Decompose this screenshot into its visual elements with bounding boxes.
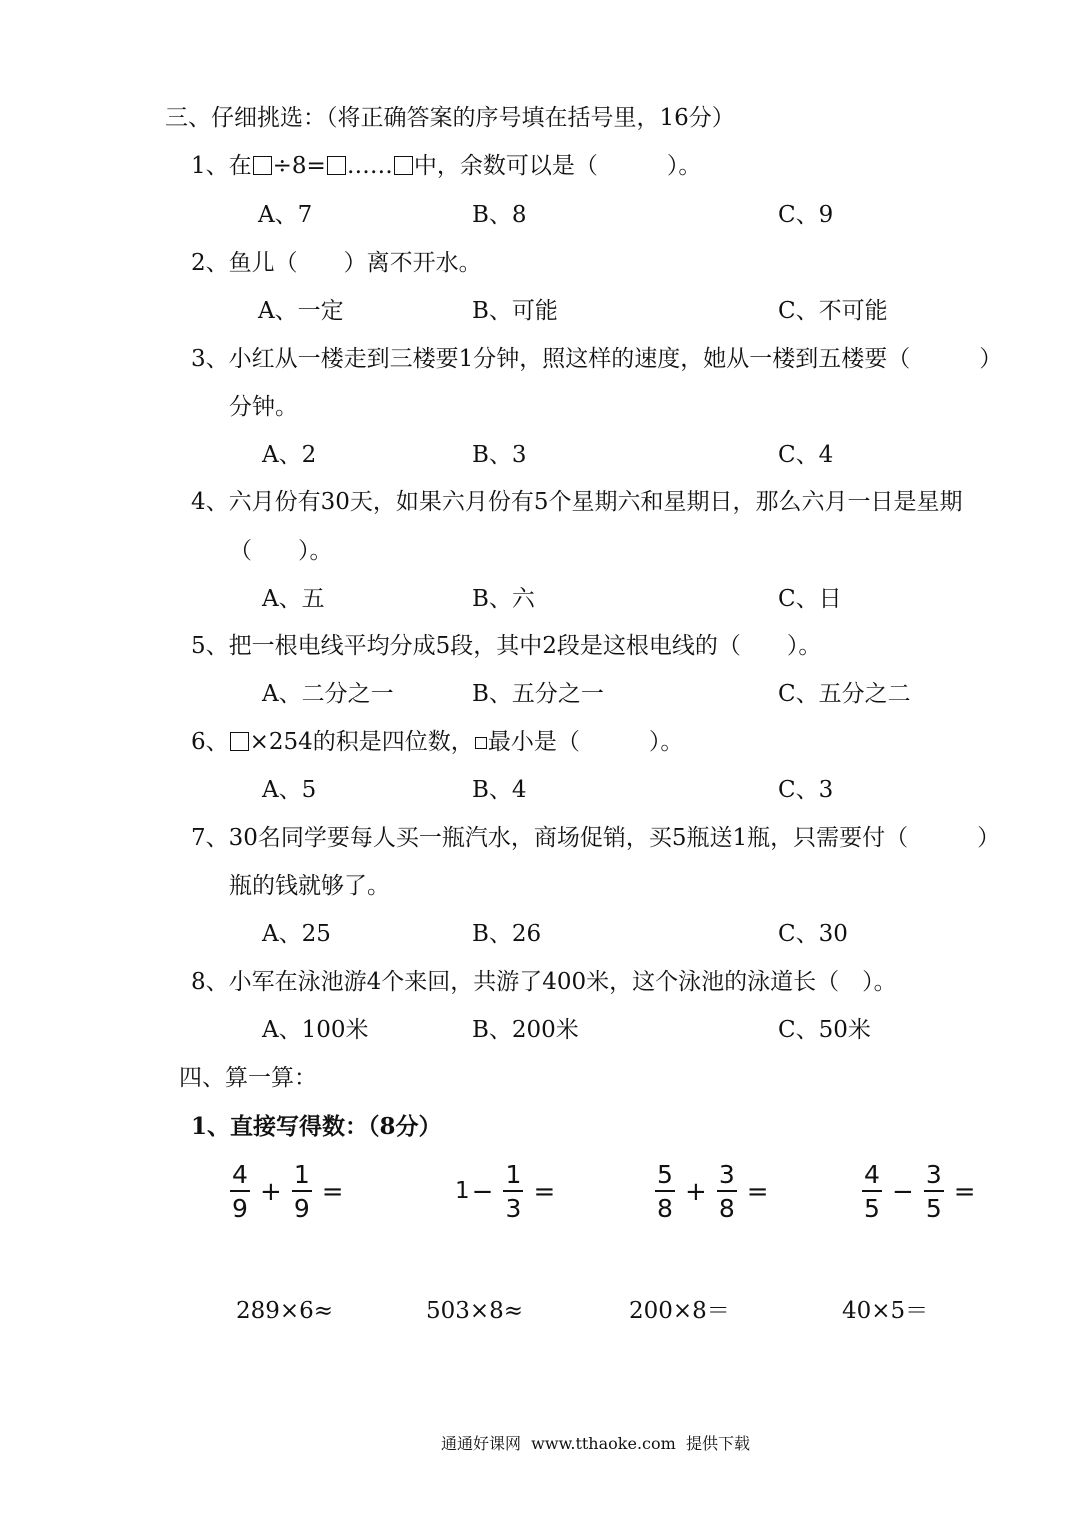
- section3-title: 三、仔细挑选：（将正确答案的序号填在括号里，16分）: [165, 105, 735, 131]
- q3-stem-line2: 分钟。: [229, 394, 298, 420]
- q6-stem: 6、 ×254的积是四位数， 最小是（ ）。: [191, 729, 684, 755]
- fraction: $\frac{3}{8}$: [717, 1162, 737, 1221]
- fraction: $\frac{4}{9}$: [230, 1162, 250, 1221]
- q5-stem: 5、把一根电线平均分成5段，其中2段是这根电线的（ ）。: [191, 633, 822, 659]
- q3-option-b: B、3: [472, 442, 527, 468]
- q4-stem-line2: （ ）。: [229, 538, 333, 564]
- q8-option-a: A、100米: [262, 1017, 369, 1043]
- q7-option-a: A、25: [262, 921, 331, 947]
- q4-option-c: C、日: [778, 586, 842, 612]
- mult-expr-4: 40×5＝: [842, 1298, 929, 1324]
- fraction: $\frac{4}{5}$: [862, 1162, 882, 1221]
- mult-expr-3: 200×8＝: [629, 1298, 730, 1324]
- blank-box: [394, 156, 413, 175]
- q6-option-c: C、3: [778, 777, 834, 803]
- fraction-expr-1: $\frac{4}{9}$ + $\frac{1}{9}$ =: [230, 1162, 354, 1221]
- footer-text: 通通好课网 www.tthaoke.com 提供下载: [441, 1434, 750, 1453]
- fraction-expr-3: $\frac{5}{8}$ + $\frac{3}{8}$ =: [655, 1162, 779, 1221]
- q7-option-b: B、26: [472, 921, 542, 947]
- mult-expr-2: 503×8≈: [426, 1298, 524, 1324]
- q3-stem-line1: 3、小红从一楼走到三楼要1分钟，照这样的速度，她从一楼到五楼要（ ）: [191, 346, 1003, 372]
- section4-sub1: 1、直接写得数：（8分）: [191, 1113, 442, 1140]
- q2-stem: 2、鱼儿（ ）离不开水。: [191, 250, 482, 276]
- q5-option-b: B、五分之一: [472, 681, 604, 707]
- q1-option-c: C、9: [778, 202, 834, 228]
- q6-option-b: B、4: [472, 777, 527, 803]
- q5-option-a: A、二分之一: [262, 681, 394, 707]
- q2-option-c: C、不可能: [778, 298, 888, 324]
- q6-option-a: A、5: [262, 777, 317, 803]
- blank-box: [327, 156, 346, 175]
- q8-option-b: B、200米: [472, 1017, 579, 1043]
- q7-stem-line1: 7、30名同学要每人买一瓶汽水，商场促销，买5瓶送1瓶，只需要付（ ）: [191, 825, 1001, 851]
- q1-option-b: B、8: [472, 202, 527, 228]
- q1-stem: 1、在 ÷8= …… 中，余数可以是（ ）。: [191, 153, 702, 179]
- fraction: $\frac{1}{3}$: [503, 1162, 523, 1221]
- blank-box: [253, 156, 272, 175]
- q2-option-a: A、一定: [258, 298, 344, 324]
- q3-option-a: A、2: [262, 442, 317, 468]
- q5-option-c: C、五分之二: [778, 681, 911, 707]
- fraction-expr-4: $\frac{4}{5}$ − $\frac{3}{5}$ =: [862, 1162, 986, 1221]
- q1-option-a: A、7: [258, 202, 313, 228]
- fraction-expr-2: 1 − $\frac{1}{3}$ =: [455, 1160, 556, 1224]
- section4-title: 四、算一算：: [179, 1065, 317, 1091]
- fraction: $\frac{1}{9}$: [292, 1162, 312, 1221]
- fraction: $\frac{5}{8}$: [655, 1162, 675, 1221]
- mult-expr-1: 289×6≈: [236, 1298, 334, 1324]
- q4-option-a: A、五: [262, 586, 325, 612]
- q8-stem: 8、小军在泳池游4个来回，共游了400米，这个泳池的泳道长（ ）。: [191, 969, 897, 995]
- q3-option-c: C、4: [778, 442, 834, 468]
- q7-option-c: C、30: [778, 921, 848, 947]
- q7-stem-line2: 瓶的钱就够了。: [229, 873, 390, 899]
- q4-stem-line1: 4、六月份有30天，如果六月份有5个星期六和星期日，那么六月一日是星期: [191, 489, 963, 515]
- q2-option-b: B、可能: [472, 298, 558, 324]
- q8-option-c: C、50米: [778, 1017, 871, 1043]
- blank-box: [230, 732, 249, 751]
- fraction: $\frac{3}{5}$: [924, 1162, 944, 1221]
- q4-option-b: B、六: [472, 586, 535, 612]
- blank-box-small: [475, 737, 487, 749]
